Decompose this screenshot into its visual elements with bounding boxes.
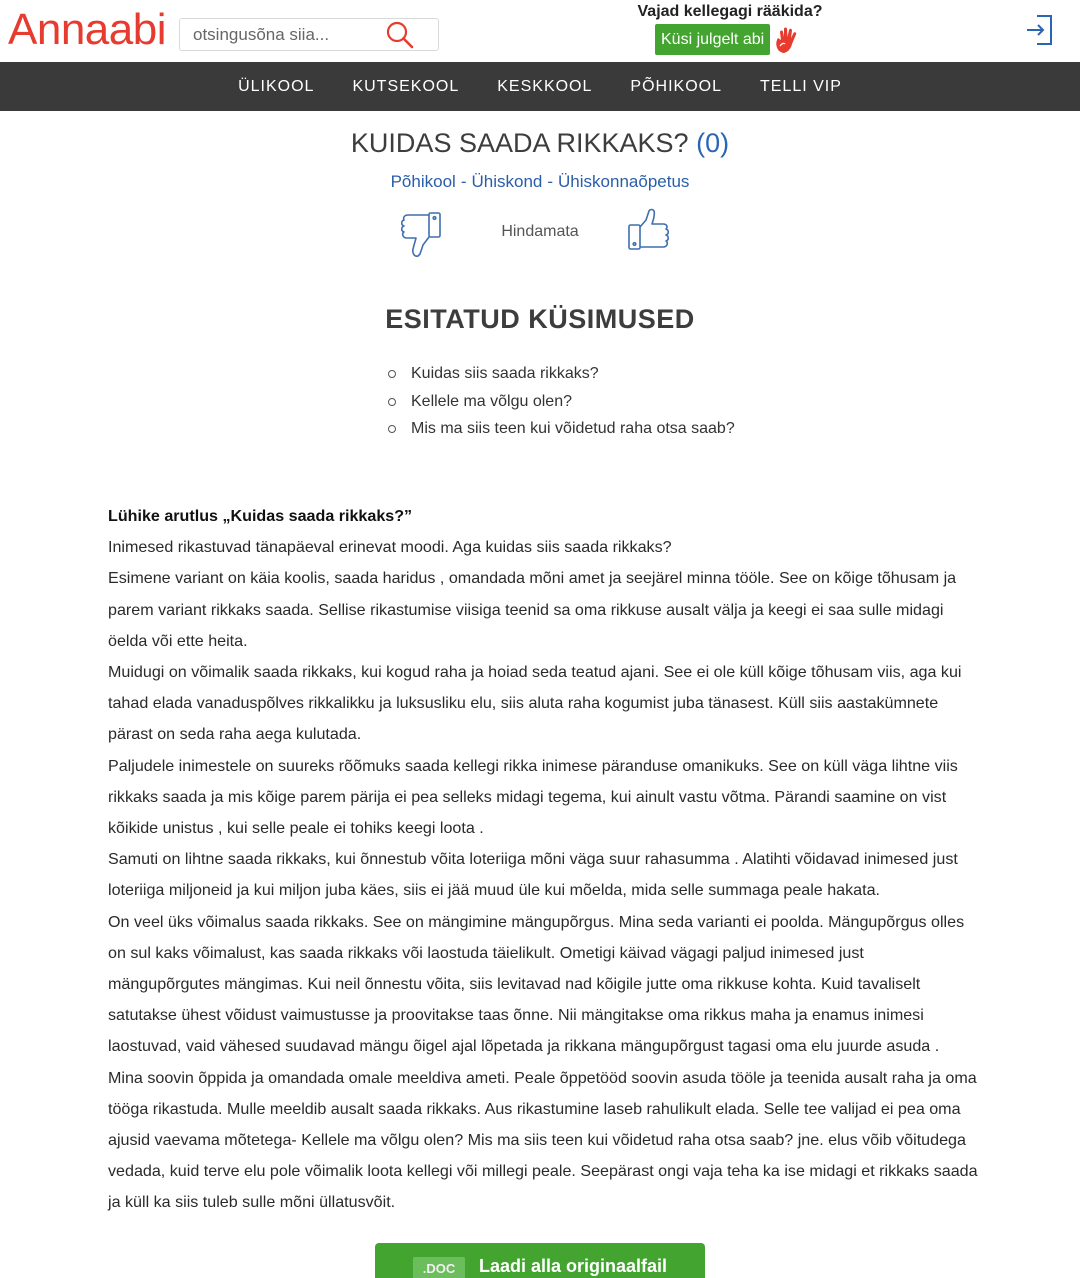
essay-paragraph: Mina soovin õppida ja omandada omale meeldiva ameti. Peale õppetööd soovin asuda tööle ja teenida ausalt raha ja oma tööga rikastuda. Mulle meeldib ausalt saada rikkaks. Aus rikastumine laseb rahulikult elada. Selle tee valijad ei pea oma ajusid vaevama mõtetega- Kellele ma võlgu olen? Mis ma siis teen kui võidetud raha otsa saab? jne. elus võib võitudega vedada, kuid terve elu pole võimalik loota kellegi või millegi peale. Seepärast ongi vaja teha ka ise midagi et rikkaks saada ja küll ka siis tuleb sulle mõni üllatusvõit. bbox=[108, 1068, 978, 1212]
essay-paragraph: On veel üks võimalus saada rikkaks. See on mängimine mängupõrgus. Mina seda varianti ei poolda. Mängupõrgus olles on sul kaks võimalust, kas saada rikkaks või laostuda täielikult. Ometigi käivad vägagi paljud inimesed just mängupõrgutes mängimas. Kui neil õnnestu võita, siis levitavad nad kõigile jutte oma rikkuse kohta. Kuid tavaliselt satutakse ühest võidust vaimustusse ja proovitakse taas õnne. Nii mängitakse oma rikkus maha ja enamus inimesi laostuvad, vaid vähesed suudavad mängu õigel ajal lõpetada ja rikkana mängupõrgust tagasi oma elu juurde asuda . bbox=[108, 912, 965, 1056]
thumbs-down-icon[interactable] bbox=[398, 207, 444, 265]
help-title: Vajad kellegagi rääkida? bbox=[637, 3, 823, 20]
doc-badge: .DOC bbox=[413, 1257, 465, 1278]
page-title-text: KUIDAS SAADA RIKKAKS? bbox=[350, 128, 689, 158]
thumbs-up-icon[interactable] bbox=[626, 207, 672, 255]
breadcrumb-uhiskond[interactable]: Ühiskond bbox=[471, 172, 543, 191]
breadcrumb bbox=[0, 172, 1080, 192]
breadcrumb-pohikool[interactable]: Põhikool bbox=[390, 172, 456, 191]
nav-item-ulikool[interactable]: ÜLIKOOL bbox=[238, 78, 315, 95]
nav-item-telli-vip[interactable]: TELLI VIP bbox=[759, 78, 842, 95]
list-item: Kellele ma võlgu olen? bbox=[386, 388, 886, 416]
questions-title: ESITATUD KÜSIMUSED bbox=[385, 304, 695, 334]
ask-help-button[interactable]: Küsi julgelt abi bbox=[655, 24, 770, 55]
essay-heading: Lühike arutlus „Kuidas saada rikkaks?” bbox=[108, 507, 413, 525]
essay-paragraph: Inimesed rikastuvad tänapäeval erinevat moodi. Aga kuidas siis saada rikkaks? bbox=[108, 538, 672, 557]
breadcrumb-uhiskonnaopetus[interactable]: Ühiskonnaõpetus bbox=[558, 172, 690, 191]
top-header bbox=[0, 0, 1080, 62]
breadcrumb-separator: - bbox=[547, 172, 554, 191]
download-original-button[interactable] bbox=[375, 1243, 705, 1278]
essay-paragraph: Paljudele inimestele on suureks rõõmuks saada kellegi rikka inimese päranduse omanikuks. See on küll väga lihtne viis rikkaks saada ja mis kõige parem pärija ei pea selleks midagi tegema, kui ainult vastu võtma. Pärandi saamine on vist kõikide unistus , kui selle peale ei tohiks keegi loota . bbox=[108, 756, 958, 838]
download-label: Laadi alla originaalfail bbox=[479, 1256, 668, 1276]
nav-item-kutsekool[interactable]: KUTSEKOOL bbox=[352, 78, 460, 95]
page-title bbox=[0, 128, 1080, 159]
essay-paragraph: Samuti on lihtne saada rikkaks, kui õnnestub võita loteriiga mõni väga suur rahasumma . Alatihti võidavad inimesed just loteriiga miljoneid ja kui miljon juba käes, siis ei jää muud üle kui mõelda, mida selle summaga peale hakata. bbox=[108, 850, 958, 900]
search-icon[interactable] bbox=[385, 20, 415, 50]
rating-bar bbox=[0, 205, 1080, 265]
questions-list bbox=[386, 360, 886, 443]
rating-status: Hindamata bbox=[501, 223, 579, 240]
help-section bbox=[600, 2, 860, 58]
login-icon[interactable] bbox=[1024, 14, 1054, 46]
raised-hand-icon[interactable] bbox=[770, 24, 803, 57]
list-item: Kuidas siis saada rikkaks? bbox=[386, 360, 886, 388]
essay-paragraph: Esimene variant on käia koolis, saada haridus , omandada mõni amet ja seejärel minna tööle. See on kõige tõhusam ja parem variant rikkaks saada. Sellise rikastumise viisiga teenid sa oma rikkuse ausalt välja ja keegi ei saa sulle midagi öelda või ette heita. bbox=[108, 569, 957, 650]
main-nav bbox=[0, 62, 1080, 111]
nav-item-pohikool[interactable]: PÕHIKOOL bbox=[630, 78, 722, 95]
logo-text: Annaabi bbox=[8, 5, 166, 54]
essay-paragraph: Muidugi on võimalik saada rikkaks, kui kogud raha ja hoiad seda teatud ajani. See ei ole küll kõige tõhusam viis, aga kui tahad elada vanaduspõlves rikkalikku ja luksusliku elu, siis aluta raha kogumist juba tänasest. Küll siis aastakümnete pärast on seda raha aega kulutada. bbox=[108, 663, 962, 744]
search-input[interactable] bbox=[180, 19, 385, 50]
nav-item-keskkool[interactable]: KESKKOOL bbox=[497, 78, 593, 95]
breadcrumb-separator: - bbox=[460, 172, 467, 191]
essay-content bbox=[108, 501, 980, 1219]
comment-count[interactable]: (0) bbox=[696, 128, 730, 158]
site-logo[interactable] bbox=[8, 6, 166, 54]
list-item: Mis ma siis teen kui võidetud raha otsa saab? bbox=[386, 415, 886, 443]
